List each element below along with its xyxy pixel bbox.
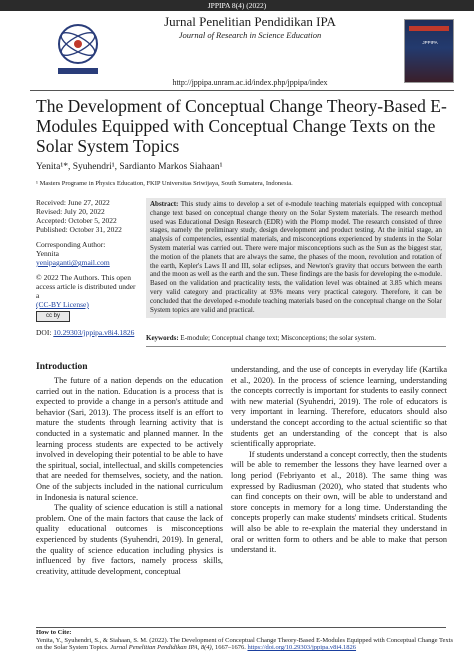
- journal-logo-icon: [52, 20, 104, 78]
- corresponding-name: Yennita: [36, 249, 59, 258]
- revised-date: Revised: July 20, 2022: [36, 207, 105, 216]
- abstract-text: This study aims to develop a set of e-module teaching materials equipped with conceptual change text based on conceptual change theory on the Solar System materials. The research method used was Educational Design Research (EDR) with the Plomp model. The research consisted of three stages, namely the preliminary study, design development and product testing. At the initial stage, an analysis of competencies, essential materials, and misconceptions experienced by students in the Solar System material was carried out. There were major misconceptions such as the Sun as the biggest star, the motion of the planets that are always the same, the phases of the moon, revolution and rotation of the earth, Kepler's Laws II and III, solar eclipses, and Newton's gravity that occurs between the earth and the moon as well as the earth and the sun. These findings are the basis for developing the e-module. Based on the validation and practicality tests, the validation level was obtained at 3.85 which means very valid category and practicality at 93% means very practical category. Therefore, it can be concluded that the developed e-module teaching materials based on the conceptual change on the Solar System topics are valid and practical.: [150, 200, 442, 314]
- cite-text: Yenita, Y., Syuhendri, S., & Siahaan, S. M. (2022). The Development of Conceptual Change Theory-Based E-Modules Equipped with Conceptual Change Texts on the Solar System Topics.: [36, 636, 453, 652]
- introduction-heading: Introduction: [36, 362, 88, 372]
- corresponding-label: Corresponding Author:: [36, 240, 106, 249]
- citation-divider: [36, 627, 446, 628]
- article-title: The Development of Conceptual Change Theory-Based E-Modules Equipped with Conceptual Change Texts on the Solar System Topics: [36, 96, 447, 156]
- top-bar: [0, 0, 474, 11]
- author-list: Yenita¹*, Syuhendri¹, Sardianto Markos Siahaan¹: [36, 162, 223, 172]
- keywords-line: [146, 334, 446, 342]
- journal-cover-image: [404, 19, 454, 83]
- doi-link[interactable]: 10.29303/jppipa.v8i4.1826: [53, 328, 135, 337]
- cover-title: JPPIPA: [422, 40, 438, 45]
- cite-pages: 1667–1676.: [214, 644, 246, 652]
- header-divider: [30, 90, 454, 91]
- journal-name: Jurnal Penelitian Pendidikan IPA: [164, 14, 336, 29]
- cite-doi-link[interactable]: https://doi.org/10.29303/jppipa.v8i4.1826: [247, 644, 357, 652]
- license-link[interactable]: (CC-BY License): [36, 300, 89, 309]
- body-paragraph: understanding, and the use of concepts in everyday life (Kartika et al., 2020). In the process of science learning, understanding the concepts correctly is important for students to easily connect with new material (Syuhendri, 2019). The role of educators is very important in learning. Therefore, educators should also understand the concept according to the actual scientific so that students get an understanding of the concept that is also scientifically appropriate.: [231, 365, 447, 449]
- body-right-column: [231, 365, 447, 556]
- corresponding-email-link[interactable]: yenipaganti@gmail.com: [36, 258, 110, 267]
- keywords-label: Keywords:: [146, 334, 179, 342]
- license-text: © 2022 The Authors. This open access article is distributed under a: [36, 273, 136, 300]
- cover-band: [409, 26, 449, 31]
- abstract-box: [146, 198, 446, 318]
- cite-label: How to Cite:: [36, 629, 72, 636]
- keywords-divider: [146, 346, 446, 347]
- cite-journal: Jurnal Penelitian Pendidikan IPA, 8(4),: [110, 644, 214, 652]
- doi-line: [36, 328, 140, 337]
- body-paragraph: The future of a nation depends on the education carried out in the nation. Education is a process that is expected to provide a change in a person's attitude and behavior (Sari, 2013). The process itself is an effort to mature the students through learning activity that is conducted in a systematic and planned manner. In the learning process students are expected to be actively involved in developing their potential to be able to have the spiritual, social, intellectual, and skills competencies that are needed for themselves, society, and the nation. One of the subjects included in the national curriculum in Indonesia is natural science.: [36, 376, 223, 502]
- accepted-date: Accepted: October 5, 2022: [36, 216, 117, 225]
- doi-label: DOI:: [36, 328, 52, 337]
- author-affiliation: ¹ Masters Programe in Physics Education, FKIP Universitas Sriwijaya, South Sumatera, Indonesia.: [36, 180, 293, 187]
- issue-label: JPPIPA 8(4) (2022): [207, 1, 267, 10]
- article-info-column: [36, 198, 140, 337]
- body-paragraph: The quality of science education is still a national problem. One of the main factors that cause the lack of quality educational outcomes is misconceptions experienced by students (Syuhendri, 2019). In general, the quality of science education including physics is influenced by five factors, namely process skills, creativity, attitude development, conceptual: [36, 503, 223, 576]
- body-left-column: [36, 376, 223, 577]
- body-paragraph: If students understand a concept correctly, then the students will be able to remember the lessons they have learned over a long period (Febriyanto et al., 2018). The same thing was expressed by Radiusman (2020), who stated that students who can find concepts on their own, will be able to understand and store concepts in memory for a long time. Understanding the concepts properly can make students' mindsets critical. Students will also be able to re-explain the material they understand in oral or written form to others and be able to make that person understand it.: [231, 449, 447, 555]
- received-date: Received: June 27, 2022: [36, 198, 110, 207]
- how-to-cite: [36, 629, 456, 652]
- journal-subtitle: Journal of Research in Science Education: [178, 30, 322, 40]
- abstract-label: Abstract:: [150, 200, 179, 208]
- journal-url-link[interactable]: http://jppipa.unram.ac.id/index.php/jppipa/index: [172, 78, 328, 87]
- journal-header: [110, 14, 390, 41]
- keywords-text: E-module; Conceptual change text; Misconceptions; the solar system.: [180, 334, 376, 342]
- cc-by-badge-icon: cc by: [36, 311, 70, 322]
- published-date: Published: October 31, 2022: [36, 225, 122, 234]
